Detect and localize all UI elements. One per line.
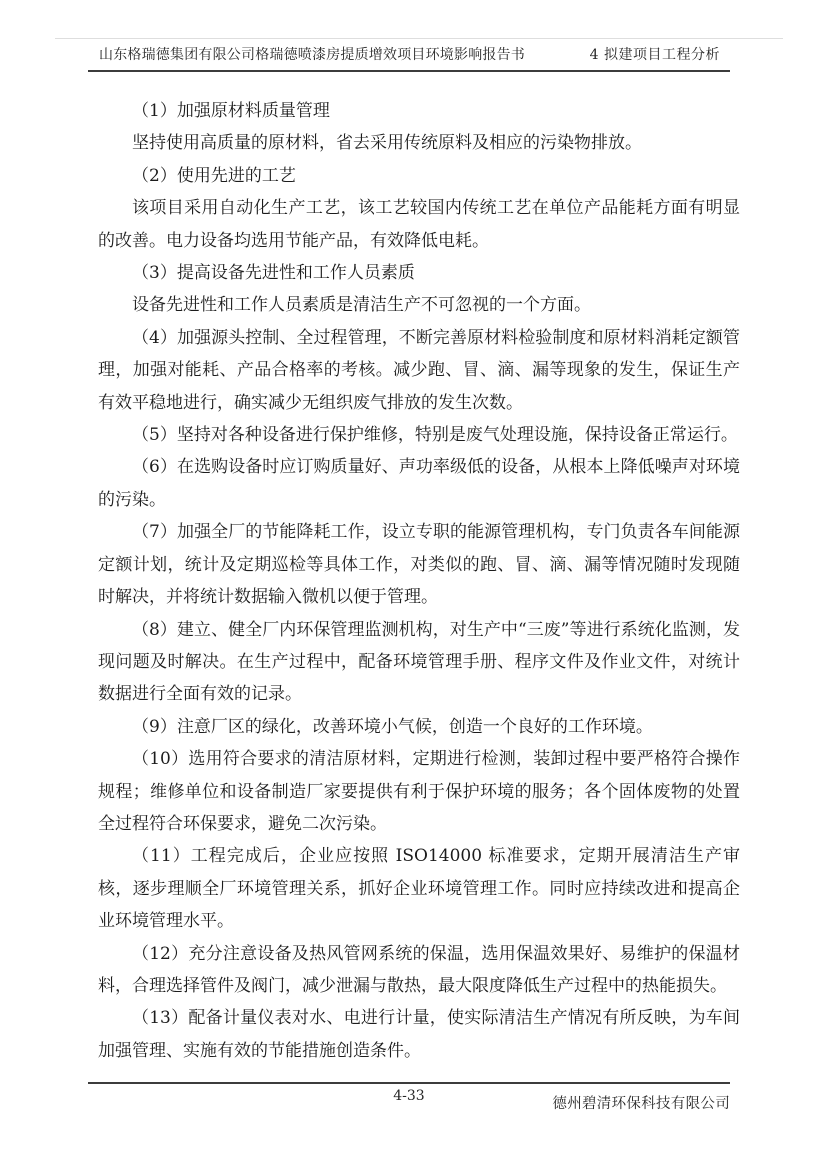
- body-paragraph: （2）使用先进的工艺: [132, 165, 296, 186]
- body-paragraph: 坚持使用高质量的原材料，省去采用传统原料及相应的污染物排放。: [132, 133, 642, 154]
- body-paragraph: 该项目采用自动化生产工艺，该工艺较国内传统工艺在单位产品能耗方面有明显的改善。电力设备均选用节能产品，有效降低电耗。: [98, 198, 740, 251]
- header-document-title: 山东格瑞德集团有限公司格瑞德喷漆房提质增效项目环境影响报告书: [99, 47, 525, 63]
- page-footer: [88, 1082, 730, 1112]
- body-paragraph: （13）配备计量仪表对水、电进行计量，使实际清洁生产情况有所反映，为车间加强管理、实施有效的节能措施创造条件。: [98, 1008, 740, 1061]
- header-section-title: 4 拟建项目工程分析: [589, 47, 720, 63]
- body-paragraph: （5）坚持对各种设备进行保护维修，特别是废气处理设施，保持设备正常运行。: [132, 425, 738, 446]
- footer-inner: [88, 1088, 730, 1112]
- body-paragraph: （7）加强全厂的节能降耗工作，设立专职的能源管理机构，专门负责各车间能源定额计划，统计及定期巡检等具体工作，对类似的跑、冒、滴、漏等情况随时发现随时解决，并将统计数据输入微机以便于管理。: [98, 522, 740, 608]
- body-paragraph: （4）加强源头控制、全过程管理，不断完善原材料检验制度和原材料消耗定额管理，加强对能耗、产品合格率的考核。减少跑、冒、滴、漏等现象的发生，保证生产有效平稳地进行，确实减少无组织废气排放的发生次数。: [98, 327, 740, 413]
- scan-artifact-line: [55, 38, 783, 39]
- body-paragraph: （1）加强原材料质量管理: [132, 101, 330, 121]
- body-paragraph: （9）注意厂区的绿化，改善环境小气候，创造一个良好的工作环境。: [132, 716, 653, 737]
- page-number: 4-33: [393, 1088, 425, 1104]
- footer-company-name: 德州碧清环保科技有限公司: [552, 1096, 730, 1112]
- body-paragraph: （11）工程完成后，企业应按照 ISO14000 标准要求，定期开展清洁生产审核，逐步理顺全厂环境管理关系，抓好企业环境管理工作。同时应持续改进和提高企业环境管理水平。: [98, 846, 740, 932]
- document-body: [98, 95, 740, 1067]
- body-paragraph: 设备先进性和工作人员素质是清洁生产不可忽视的一个方面。: [132, 295, 591, 316]
- body-paragraph: （3）提高设备先进性和工作人员素质: [132, 263, 415, 284]
- body-paragraph: （8）建立、健全厂内环保管理监测机构，对生产中“三废”等进行系统化监测，发现问题及时解决。在生产过程中，配备环境管理手册、程序文件及作业文件，对统计数据进行全面有效的记录。: [98, 619, 740, 705]
- body-paragraph: （12）充分注意设备及热风管网系统的保温，选用保温效果好、易维护的保温材料，合理选择管件及阀门，减少泄漏与散热，最大限度降低生产过程中的热能损失。: [98, 943, 740, 996]
- body-paragraph: （10）选用符合要求的清洁原材料，定期进行检测，装卸过程中要严格符合操作规程；维修单位和设备制造厂家要提供有利于保护环境的服务；各个固体废物的处置全过程符合环保要求，避免二次污染。: [98, 749, 740, 834]
- page-header: [88, 44, 730, 72]
- body-paragraph: （6）在选购设备时应订购质量好、声功率级低的设备，从根本上降低噪声对环境的污染。: [98, 457, 740, 510]
